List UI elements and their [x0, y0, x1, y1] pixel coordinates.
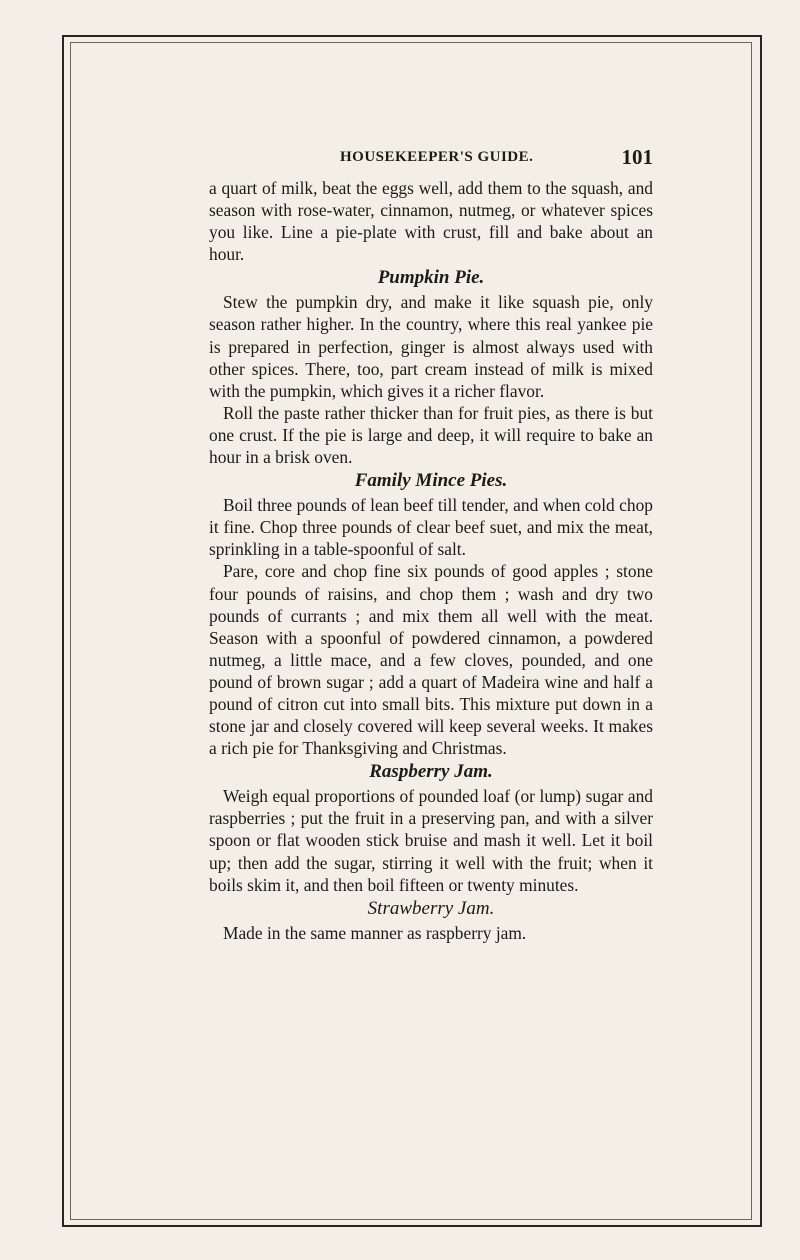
- paragraph-mince-1: Boil three pounds of lean beef till tender, and when cold chop it fine. Chop three pounds of clear beef suet, and mix the meat, sprinkling in a table-spoonful of salt.: [209, 495, 653, 560]
- recipe-title-mince: Family Mince Pies.: [354, 470, 508, 492]
- paragraph-pumpkin-1: Stew the pumpkin dry, and make it like squash pie, only season rather higher. In the country, where this real yankee pie is prepared in perfection, ginger is almost always used with other spices. There, too, part cream instead of milk is mixed with the pumpkin, which gives it a richer flavor.: [209, 292, 653, 401]
- recipe-title-pumpkin: Pumpkin Pie.: [377, 267, 485, 289]
- page-body: [209, 177, 653, 944]
- page-header: [209, 147, 653, 177]
- paragraph-intro: a quart of milk, beat the eggs well, add them to the squash, and season with rose-water, cinnamon, nutmeg, or whatever spices you like. Line a pie-plate with crust, fill and bake about an hour.: [209, 178, 653, 265]
- page-number: 101: [621, 145, 653, 169]
- paragraph-raspberry-1: Weigh equal proportions of pounded loaf (or lump) sugar and raspberries ; put the fruit in a preserving pan, and with a silver spoon or flat wooden stick bruise and mash it well. Let it boil up; then add the sugar, stirring it well with the fruit; when it boils skim it, and then boil fifteen or twenty minutes.: [209, 786, 653, 895]
- paragraph-strawberry-1: Made in the same manner as raspberry jam.: [223, 922, 527, 943]
- paragraph-pumpkin-2: Roll the paste rather thicker than for fruit pies, as there is but one crust. If the pie is large and deep, it will require to bake an hour in a brisk oven.: [209, 402, 653, 468]
- running-head: HOUSEKEEPER'S GUIDE.: [340, 149, 534, 165]
- recipe-title-strawberry: Strawberry Jam.: [367, 897, 495, 919]
- book-page: [209, 147, 653, 944]
- recipe-title-raspberry: Raspberry Jam.: [369, 761, 493, 783]
- paragraph-mince-2: Pare, core and chop fine six pounds of good apples ; stone four pounds of raisins, and chop them ; wash and dry two pounds of currants ; and mix them all well with the meat. Season with a spoonful of powdered cinnamon, a powdered nutmeg, a little mace, and a few cloves, pounded, and one pound of brown sugar ; add a quart of Madeira wine and half a pound of citron cut into small bits. This mixture put down in a stone jar and closely covered will keep several weeks. It makes a rich pie for Thanksgiving and Christmas.: [209, 561, 653, 759]
